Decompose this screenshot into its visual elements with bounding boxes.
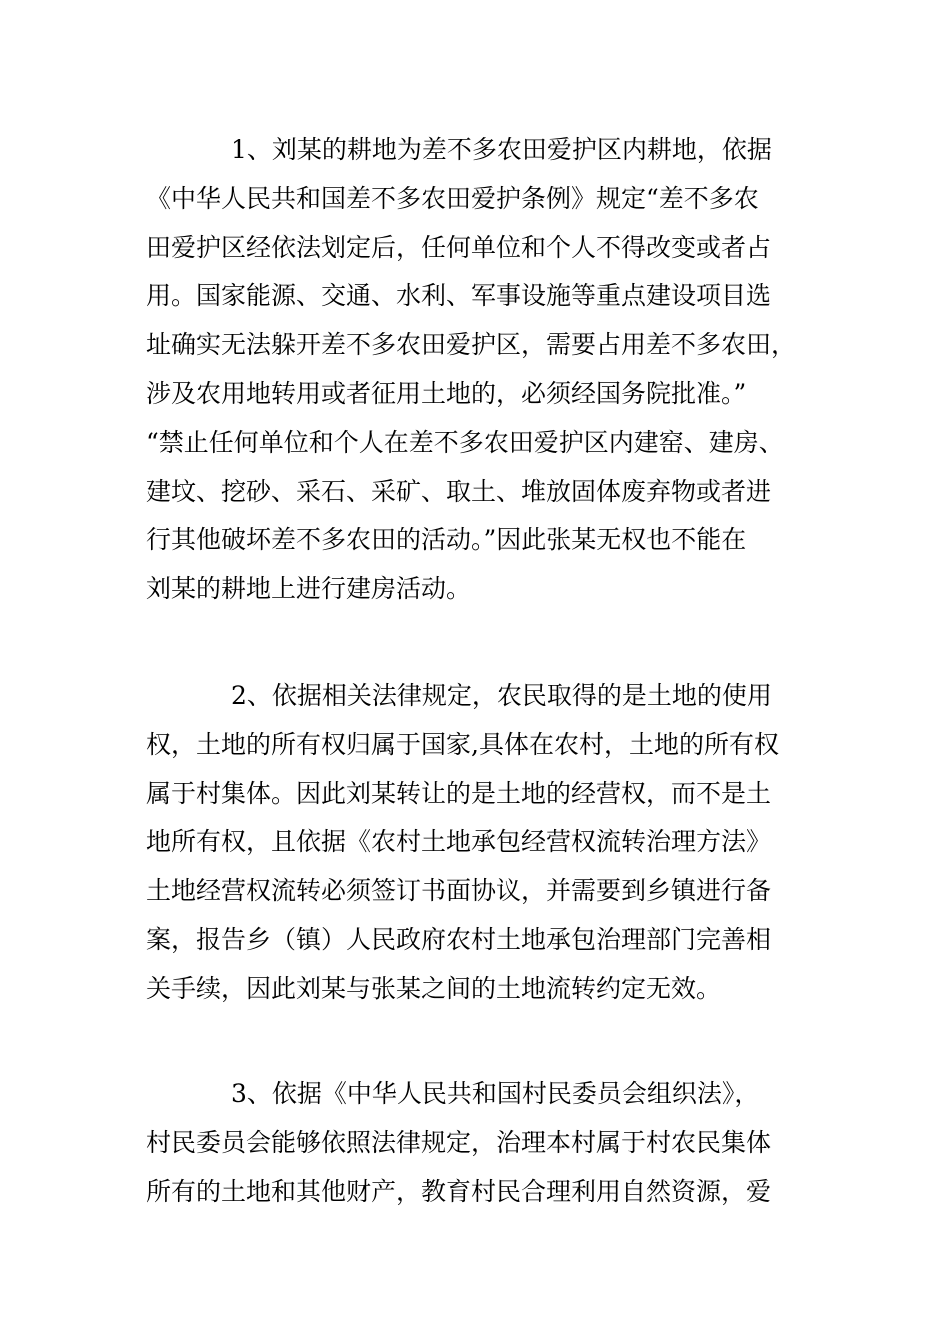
paragraph-line: 案，报告乡（镇）人民政府农村土地承包治理部门完善相 [146,924,772,954]
paragraph-line: 行其他破坏差不多农田的活动。”因此张某无权也不能在 [146,525,747,555]
paragraph-line: 关手续，因此刘某与张某之间的土地流转约定无效。 [146,973,722,1003]
paragraph-line: 《中华人民共和国差不多农田爱护条例》规定“差不多农 [146,183,759,213]
paragraph-line: 址确实无法躲开差不多农田爱护区，需要占用差不多农田， [146,330,797,360]
paragraph-line: 1、刘某的耕地为差不多农田爱护区内耕地，依据 [231,135,772,164]
paragraph-line: 村民委员会能够依照法律规定，治理本村属于村农民集体 [146,1127,772,1157]
paragraph-line: 刘某的耕地上进行建房活动。 [146,574,472,604]
paragraph-line: 地所有权，且依据《农村土地承包经营权流转治理方法》 [146,827,772,857]
paragraph-line: 田爱护区经依法划定后，任何单位和个人不得改变或者占 [146,232,772,262]
paragraph-line: 权，土地的所有权归属于国家,具体在农村，土地的所有权 [146,729,779,759]
paragraph-line: “禁止任何单位和个人在差不多农田爱护区内建窑、建房、 [146,427,784,457]
paragraph-1 [146,126,806,614]
paragraph-line: 3、依据《中华人民共和国村民委员会组织法》， [231,1079,760,1108]
paragraph-line: 属于村集体。因此刘某转让的是土地的经营权，而不是土 [146,778,772,808]
paragraph-line: 土地经营权流转必须签订书面协议，并需要到乡镇进行备 [146,876,772,906]
paragraph-line: 建坟、挖砂、采石、采矿、取土、堆放固体废弃物或者进 [146,476,772,506]
paragraph-line: 2、依据相关法律规定，农民取得的是土地的使用 [231,681,772,710]
paragraph-2 [146,672,806,1014]
paragraph-line: 所有的土地和其他财产，教育村民合理利用自然资源，爱 [146,1176,772,1206]
paragraph-line: 用。国家能源、交通、水利、军事设施等重点建设项目选 [146,281,772,311]
paragraph-3 [146,1070,806,1216]
paragraph-line: 涉及农用地转用或者征用土地的，必须经国务院批准。” [146,378,747,408]
